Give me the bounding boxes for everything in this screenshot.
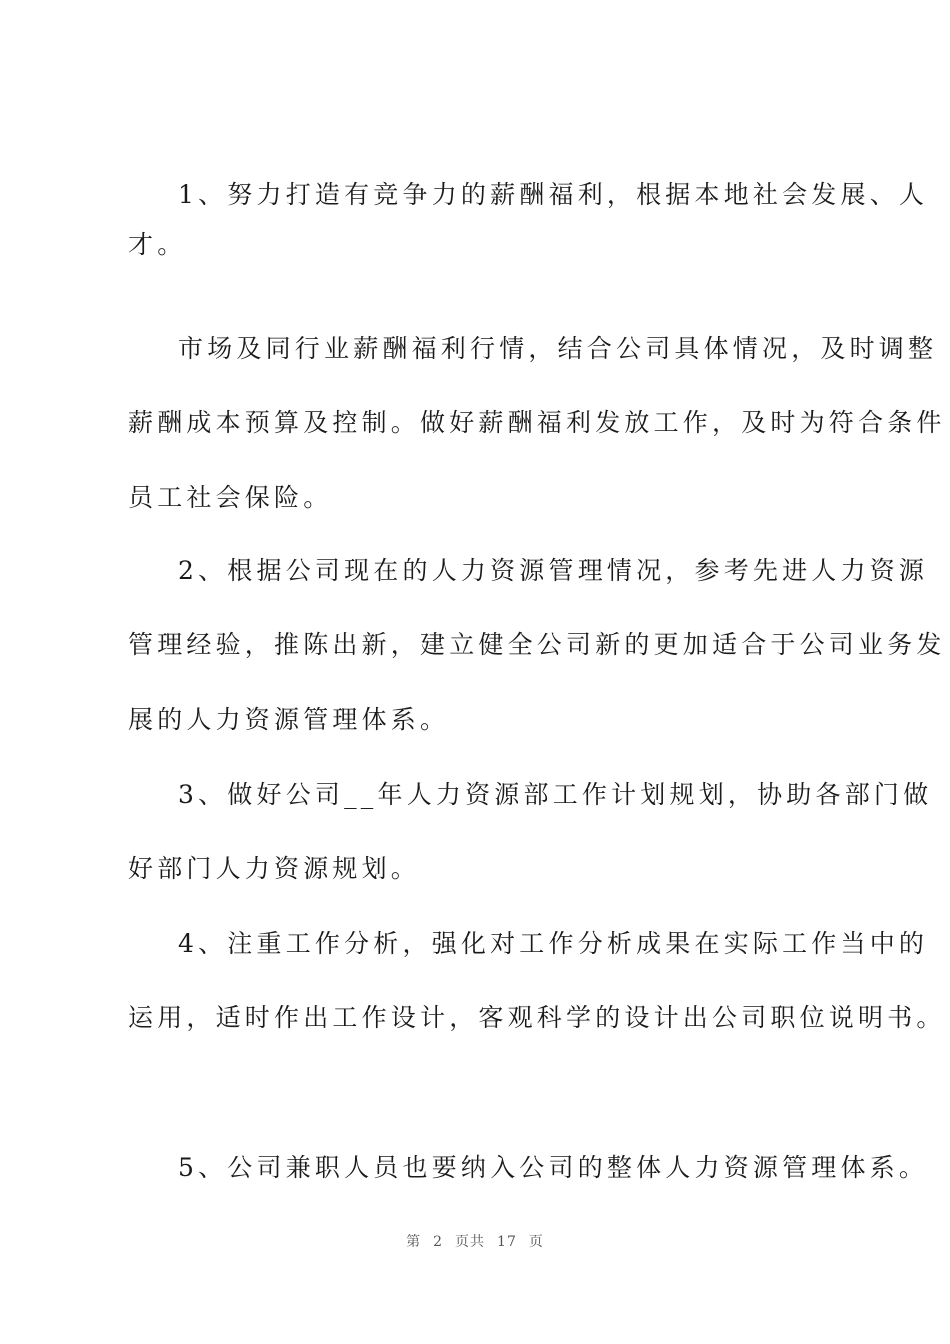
footer-page-number: 2	[433, 1234, 444, 1250]
paragraph-2-line-2: 薪酬成本预算及控制。做好薪酬福利发放工作，及时为符合条件	[128, 408, 946, 437]
footer-total-pages: 17	[497, 1234, 517, 1250]
paragraph-3-line-1: 2、根据公司现在的人力资源管理情况，参考先进人力资源	[178, 556, 929, 585]
footer-prefix: 第	[406, 1234, 422, 1250]
paragraph-4-line-2: 好部门人力资源规划。	[128, 854, 421, 883]
paragraph-6-line-1: 5、公司兼职人员也要纳入公司的整体人力资源管理体系。	[178, 1153, 929, 1182]
paragraph-1-line-2: 才。	[128, 230, 187, 259]
footer-suffix: 页	[528, 1234, 544, 1250]
paragraph-2-line-1: 市场及同行业薪酬福利行情，结合公司具体情况，及时调整	[178, 334, 938, 363]
paragraph-3-line-2: 管理经验，推陈出新，建立健全公司新的更加适合于公司业务发	[128, 630, 946, 659]
paragraph-5-line-1: 4、注重工作分析，强化对工作分析成果在实际工作当中的	[178, 929, 929, 958]
paragraph-5-line-2: 运用，适时作出工作设计，客观科学的设计出公司职位说明书。	[128, 1003, 946, 1032]
footer-middle: 页共	[455, 1234, 486, 1250]
paragraph-2-line-3: 员工社会保险。	[128, 483, 333, 512]
paragraph-1-line-1: 1、努力打造有竞争力的薪酬福利，根据本地社会发展、人	[178, 180, 929, 209]
page-number-footer	[0, 1231, 950, 1251]
paragraph-4-line-1: 3、做好公司__年人力资源部工作计划规划，协助各部门做	[178, 780, 933, 809]
paragraph-3-line-3: 展的人力资源管理体系。	[128, 705, 450, 734]
